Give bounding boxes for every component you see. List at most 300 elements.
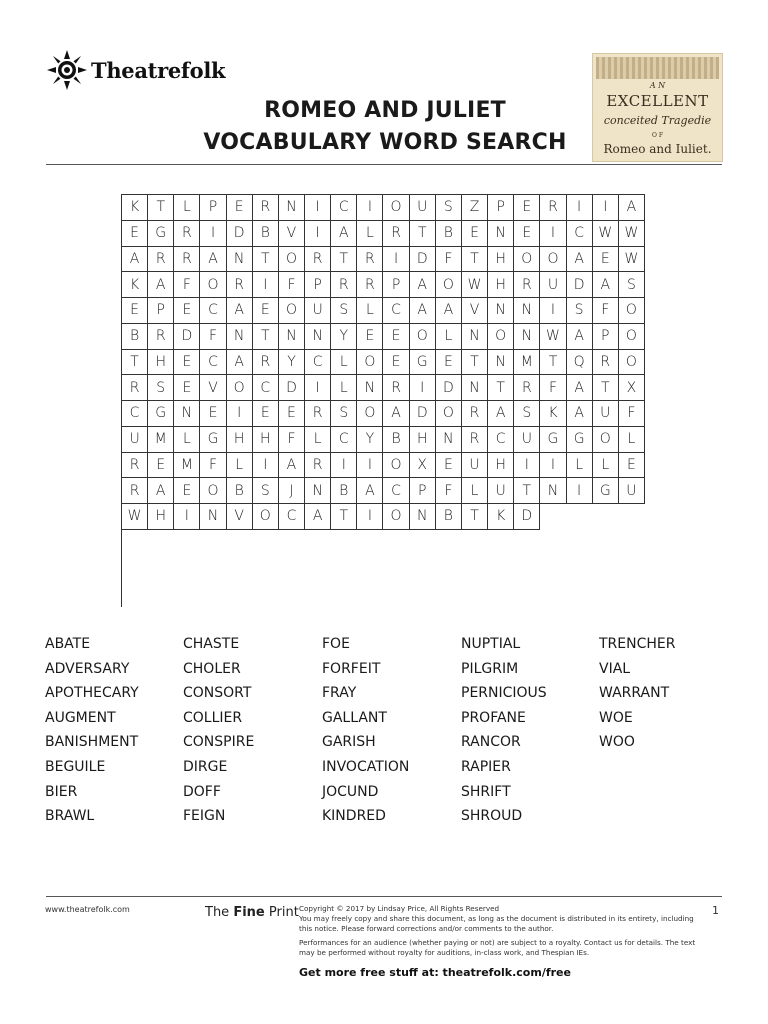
grid-cell: W — [619, 247, 645, 273]
grid-cell: C — [331, 427, 357, 453]
grid-cell: L — [462, 478, 488, 504]
vocabulary-word: BRAWL — [45, 808, 95, 825]
vocabulary-word: WOO — [599, 734, 635, 751]
grid-cell: U — [462, 453, 488, 479]
grid-cell: F — [279, 427, 305, 453]
vocabulary-word: CHASTE — [183, 636, 240, 652]
grid-cell: N — [436, 427, 462, 453]
grid-cell: V — [200, 375, 226, 401]
grid-cell: W — [593, 221, 619, 247]
vocabulary-word: COLLIER — [183, 709, 243, 726]
grid-cell: N — [279, 324, 305, 350]
grid-cell: R — [122, 453, 148, 479]
grid-cell: S — [514, 401, 540, 427]
vocabulary-word: GARISH — [322, 734, 376, 751]
grid-cell: Z — [462, 195, 488, 221]
grid-cell: C — [122, 401, 148, 427]
grid-cell: W — [462, 272, 488, 298]
grid-cell: V — [462, 298, 488, 324]
vocabulary-word: ABATE — [45, 636, 91, 652]
grid-cell: N — [357, 375, 383, 401]
grid-cell: K — [540, 401, 566, 427]
grid-cell: J — [279, 478, 305, 504]
grid-cell: C — [200, 298, 226, 324]
grid-cell: N — [488, 221, 514, 247]
grid-cell: E — [514, 195, 540, 221]
grid-cell: E — [148, 453, 174, 479]
get-more-link[interactable]: Get more free stuff at: theatrefolk.com/free — [299, 966, 571, 979]
grid-cell: A — [122, 247, 148, 273]
vocabulary-word: DOFF — [183, 783, 221, 800]
grid-cell: O — [514, 247, 540, 273]
grid-cell: I — [540, 298, 566, 324]
grid-cell: L — [227, 453, 253, 479]
grid-cell: L — [357, 221, 383, 247]
grid-cell: U — [122, 427, 148, 453]
grid-cell: P — [593, 324, 619, 350]
grid-cell: T — [540, 350, 566, 376]
grid-cell: I — [253, 453, 279, 479]
grid-cell: E — [200, 401, 226, 427]
fine-print-label — [205, 905, 299, 920]
grid-cell: T — [462, 350, 488, 376]
grid-cell: Y — [331, 324, 357, 350]
grid-cell: F — [619, 401, 645, 427]
grid-cell: W — [540, 324, 566, 350]
grid-cell: I — [567, 195, 593, 221]
grid-cell: O — [436, 272, 462, 298]
grid-cell: S — [619, 272, 645, 298]
grid-cell: F — [200, 453, 226, 479]
grid-cell: H — [410, 427, 436, 453]
brand-logo — [47, 48, 225, 92]
grid-cell: K — [122, 195, 148, 221]
vocabulary-word: VIAL — [599, 660, 631, 677]
grid-cell: R — [540, 195, 566, 221]
grid-cell: A — [567, 375, 593, 401]
grid-cell: S — [567, 298, 593, 324]
grid-cell: F — [174, 272, 200, 298]
grid-cell: E — [514, 221, 540, 247]
grid-cell: R — [174, 247, 200, 273]
title-line-1: ROMEO AND JULIET — [264, 98, 506, 123]
grid-cell: A — [567, 247, 593, 273]
grid-cell: S — [253, 478, 279, 504]
vocabulary-word: WARRANT — [599, 685, 670, 702]
grid-cell: U — [305, 298, 331, 324]
vocabulary-word: FEIGN — [183, 808, 226, 825]
grid-cell: A — [567, 324, 593, 350]
grid-cell: P — [148, 298, 174, 324]
grid-cell: E — [174, 478, 200, 504]
grid-cell: E — [253, 298, 279, 324]
grid-cell: T — [593, 375, 619, 401]
grid-cell: B — [436, 504, 462, 530]
grid-cell: S — [148, 375, 174, 401]
grid-cell: R — [305, 247, 331, 273]
grid-cell: O — [436, 401, 462, 427]
grid-cell: T — [122, 350, 148, 376]
grid-cell: H — [488, 272, 514, 298]
grid-cell: U — [540, 272, 566, 298]
grid-cell: V — [227, 504, 253, 530]
grid-cell: C — [331, 195, 357, 221]
grid-cell: P — [488, 195, 514, 221]
grid-cell: I — [174, 504, 200, 530]
word-column — [322, 632, 461, 829]
vocabulary-word: CONSPIRE — [183, 734, 255, 751]
grid-cell: N — [462, 324, 488, 350]
grid-cell: B — [227, 478, 253, 504]
grid-cell: I — [227, 401, 253, 427]
grid-cell: E — [383, 324, 409, 350]
grid-cell: L — [436, 324, 462, 350]
brand-name: Theatrefolk — [91, 57, 226, 83]
grid-cell: X — [619, 375, 645, 401]
grid-cell: R — [253, 195, 279, 221]
folio-line-1: A N — [649, 81, 666, 90]
vocabulary-word: DIRGE — [183, 758, 228, 775]
vocabulary-word: CONSORT — [183, 685, 252, 702]
grid-cell: A — [331, 221, 357, 247]
grid-cell: C — [253, 375, 279, 401]
grid-cell: F — [279, 272, 305, 298]
grid-cell: E — [436, 350, 462, 376]
grid-cell: C — [567, 221, 593, 247]
grid-cell: A — [383, 401, 409, 427]
grid-cell: F — [436, 478, 462, 504]
grid-cell: I — [305, 375, 331, 401]
word-list — [45, 632, 725, 829]
grid-cell: N — [227, 324, 253, 350]
grid-cell: N — [174, 401, 200, 427]
page-title — [150, 95, 620, 159]
grid-cell: C — [488, 427, 514, 453]
grid-cell: G — [148, 221, 174, 247]
grid-cell: E — [174, 298, 200, 324]
grid-cell: A — [279, 453, 305, 479]
grid-cell: L — [331, 375, 357, 401]
copyright-notice: Copyright © 2017 by Lindsay Price, All Rights Reserved — [299, 904, 500, 913]
grid-cell: S — [331, 401, 357, 427]
grid-cell: L — [174, 427, 200, 453]
grid-cell: M — [514, 350, 540, 376]
grid-cell: D — [514, 504, 540, 530]
folio-line-2: EXCELLENT — [606, 92, 709, 110]
grid-cell: I — [383, 247, 409, 273]
vocabulary-word: AUGMENT — [45, 709, 116, 726]
vocabulary-word: JOCUND — [322, 783, 379, 800]
grid-cell: O — [619, 350, 645, 376]
grid-cell: E — [619, 453, 645, 479]
grid-cell: L — [357, 298, 383, 324]
grid-cell: R — [253, 350, 279, 376]
grid-cell: N — [410, 504, 436, 530]
vocabulary-word: FRAY — [322, 685, 357, 702]
vocabulary-word: WOE — [599, 709, 633, 726]
vocabulary-word: SHRIFT — [461, 783, 511, 800]
grid-cell: I — [540, 453, 566, 479]
grid-cell: T — [331, 247, 357, 273]
grid-cell: N — [514, 298, 540, 324]
grid-cell: P — [305, 272, 331, 298]
grid-cell: D — [410, 247, 436, 273]
footer-url[interactable]: www.theatrefolk.com — [45, 905, 130, 914]
grid-cell: N — [514, 324, 540, 350]
grid-cell: C — [305, 350, 331, 376]
grid-cell: A — [305, 504, 331, 530]
grid-cell: N — [305, 478, 331, 504]
grid-cell: E — [357, 324, 383, 350]
grid-cell: R — [514, 272, 540, 298]
grid-cell: R — [383, 375, 409, 401]
grid-cell: G — [540, 427, 566, 453]
grid-cell: E — [462, 221, 488, 247]
grid-cell: H — [488, 247, 514, 273]
grid-cell: I — [357, 195, 383, 221]
grid-cell: I — [567, 478, 593, 504]
grid-cell: R — [331, 272, 357, 298]
fine-print-suffix: Print — [268, 905, 299, 920]
grid-cell: A — [227, 350, 253, 376]
fine-print-bold: Fine — [233, 905, 265, 920]
grid-cell: A — [410, 298, 436, 324]
grid-cell: A — [200, 247, 226, 273]
grid-cell: R — [357, 247, 383, 273]
title-line-2: VOCABULARY WORD SEARCH — [203, 130, 567, 155]
header-divider — [46, 164, 722, 165]
vocabulary-word: RAPIER — [461, 758, 511, 775]
grid-cell: F — [436, 247, 462, 273]
grid-cell: N — [305, 324, 331, 350]
fine-print-prefix: The — [205, 905, 230, 920]
grid-cell: L — [593, 453, 619, 479]
grid-cell: P — [410, 478, 436, 504]
grid-cell: G — [567, 427, 593, 453]
grid-cell: N — [488, 298, 514, 324]
grid-cell: N — [200, 504, 226, 530]
grid-cell: T — [462, 504, 488, 530]
grid-cell: T — [253, 247, 279, 273]
grid-cell: A — [619, 195, 645, 221]
grid-cell: I — [514, 453, 540, 479]
grid-cell: T — [253, 324, 279, 350]
grid-cell: E — [593, 247, 619, 273]
vocabulary-word: KINDRED — [322, 808, 386, 825]
grid-cell: H — [488, 453, 514, 479]
grid-cell: P — [200, 195, 226, 221]
vocabulary-word: CHOLER — [183, 660, 241, 677]
grid-cell: O — [357, 401, 383, 427]
grid-cell: D — [410, 401, 436, 427]
grid-cell: B — [436, 221, 462, 247]
vocabulary-word: PERNICIOUS — [461, 685, 547, 702]
grid-cell: R — [148, 324, 174, 350]
grid-cell: R — [174, 221, 200, 247]
grid-cell: A — [488, 401, 514, 427]
grid-cell: R — [462, 401, 488, 427]
word-column — [461, 632, 599, 829]
grid-cell: R — [593, 350, 619, 376]
grid-cell: A — [436, 298, 462, 324]
grid-cell: G — [200, 427, 226, 453]
grid-cell: U — [514, 427, 540, 453]
grid-cell: O — [279, 247, 305, 273]
grid-cell: Q — [567, 350, 593, 376]
vocabulary-word: FORFEIT — [322, 660, 381, 677]
grid-cell: O — [357, 350, 383, 376]
grid-cell: N — [462, 375, 488, 401]
grid-cell: C — [200, 350, 226, 376]
grid-cell: B — [331, 478, 357, 504]
fine-print-text — [299, 904, 699, 962]
vocabulary-word: GALLANT — [322, 709, 387, 726]
grid-cell: W — [619, 221, 645, 247]
vocabulary-word: BANISHMENT — [45, 734, 139, 751]
grid-cell: M — [174, 453, 200, 479]
vocabulary-word: BIER — [45, 783, 78, 800]
grid-cell: U — [410, 195, 436, 221]
share-notice: You may freely copy and share this document, as long as the document is distributed in its entirety, including this notice. Please forward corrections and/or comments to the author. — [299, 914, 694, 933]
grid-cell: L — [331, 350, 357, 376]
grid-cell: Y — [357, 427, 383, 453]
grid-cell: E — [279, 401, 305, 427]
grid-cell: R — [227, 272, 253, 298]
grid-cell: L — [619, 427, 645, 453]
grid-cell: Y — [279, 350, 305, 376]
grid-cell: P — [383, 272, 409, 298]
folio-line-3: conceited Tragedie — [603, 114, 712, 127]
grid-cell: L — [305, 427, 331, 453]
grid-cell: O — [200, 272, 226, 298]
grid-cell: A — [148, 272, 174, 298]
grid-cell: R — [514, 375, 540, 401]
grid-cell: I — [200, 221, 226, 247]
grid-cell: O — [383, 453, 409, 479]
grid-cell: R — [383, 221, 409, 247]
grid-cell: A — [227, 298, 253, 324]
grid-cell: F — [593, 298, 619, 324]
grid-cell: D — [567, 272, 593, 298]
grid-cell: O — [619, 324, 645, 350]
grid-cell: L — [567, 453, 593, 479]
vocabulary-word: TRENCHER — [599, 636, 676, 652]
grid-cell: R — [122, 375, 148, 401]
grid-cell: K — [488, 504, 514, 530]
grid-cell: T — [410, 221, 436, 247]
grid-cell: H — [148, 350, 174, 376]
grid-cell: O — [488, 324, 514, 350]
grid-cell: R — [462, 427, 488, 453]
word-search-grid — [121, 194, 645, 607]
grid-cell: G — [593, 478, 619, 504]
footer-divider — [46, 896, 722, 897]
vocabulary-word: SHROUD — [461, 808, 523, 825]
grid-cell: I — [410, 375, 436, 401]
grid-cell: C — [279, 504, 305, 530]
grid-cell: T — [331, 504, 357, 530]
vocabulary-word: NUPTIAL — [461, 636, 521, 652]
grid-cell: A — [148, 478, 174, 504]
grid-cell: R — [357, 272, 383, 298]
vocabulary-word: FOE — [322, 636, 350, 652]
grid-cell: H — [148, 504, 174, 530]
vocabulary-word: INVOCATION — [322, 758, 410, 775]
vocabulary-word: RANCOR — [461, 734, 521, 751]
grid-cell: E — [436, 453, 462, 479]
vocabulary-word: APOTHECARY — [45, 685, 139, 702]
grid-cell: I — [305, 195, 331, 221]
grid-cell: G — [148, 401, 174, 427]
grid-cell: D — [436, 375, 462, 401]
grid-cell: O — [593, 427, 619, 453]
grid-cell: K — [122, 272, 148, 298]
grid-cell: E — [122, 298, 148, 324]
grid-cell: S — [436, 195, 462, 221]
ornament-band — [596, 57, 719, 79]
grid-cell: E — [174, 350, 200, 376]
performance-notice: Performances for an audience (whether paying or not) are subject to a royalty. Contact us for details. The text may be performed without royalty for auditions, in-class work, and Thespian IEs. — [299, 938, 696, 957]
vocabulary-word: PROFANE — [461, 709, 526, 726]
grid-cell: H — [253, 427, 279, 453]
grid-cell: M — [148, 427, 174, 453]
grid-cell: D — [279, 375, 305, 401]
grid-cell: O — [383, 504, 409, 530]
grid-cell: A — [567, 401, 593, 427]
grid-cell: I — [305, 221, 331, 247]
grid-cell: E — [122, 221, 148, 247]
grid-cell: E — [174, 375, 200, 401]
grid-cell: I — [540, 221, 566, 247]
grid-cell: D — [227, 221, 253, 247]
grid-cell: T — [514, 478, 540, 504]
grid-cell: A — [410, 272, 436, 298]
grid-cell: V — [279, 221, 305, 247]
grid-cell: U — [488, 478, 514, 504]
grid-cell: B — [383, 427, 409, 453]
grid-cell: R — [305, 453, 331, 479]
grid-cell: O — [540, 247, 566, 273]
word-column — [183, 632, 322, 829]
grid-cell: I — [253, 272, 279, 298]
grid-cell: C — [383, 478, 409, 504]
grid-cell: R — [148, 247, 174, 273]
grid-cell: I — [331, 453, 357, 479]
grid-cell: N — [488, 350, 514, 376]
vocabulary-word: PILGRIM — [461, 660, 519, 677]
grid-cell: X — [410, 453, 436, 479]
grid-cell: W — [122, 504, 148, 530]
grid-cell: A — [357, 478, 383, 504]
grid-cell: T — [488, 375, 514, 401]
grid-cell: N — [227, 247, 253, 273]
grid-cell: O — [227, 375, 253, 401]
grid-cell: C — [383, 298, 409, 324]
grid-cell: F — [540, 375, 566, 401]
grid-cell: S — [331, 298, 357, 324]
grid-cell: O — [279, 298, 305, 324]
grid-cell: I — [593, 195, 619, 221]
grid-cell: U — [593, 401, 619, 427]
grid-cell: T — [462, 247, 488, 273]
grid-cell: R — [122, 478, 148, 504]
word-column — [45, 632, 183, 829]
grid-cell: G — [410, 350, 436, 376]
grid-cell: O — [383, 195, 409, 221]
grid-cell: L — [174, 195, 200, 221]
grid-cell: E — [383, 350, 409, 376]
grid-cell: N — [540, 478, 566, 504]
